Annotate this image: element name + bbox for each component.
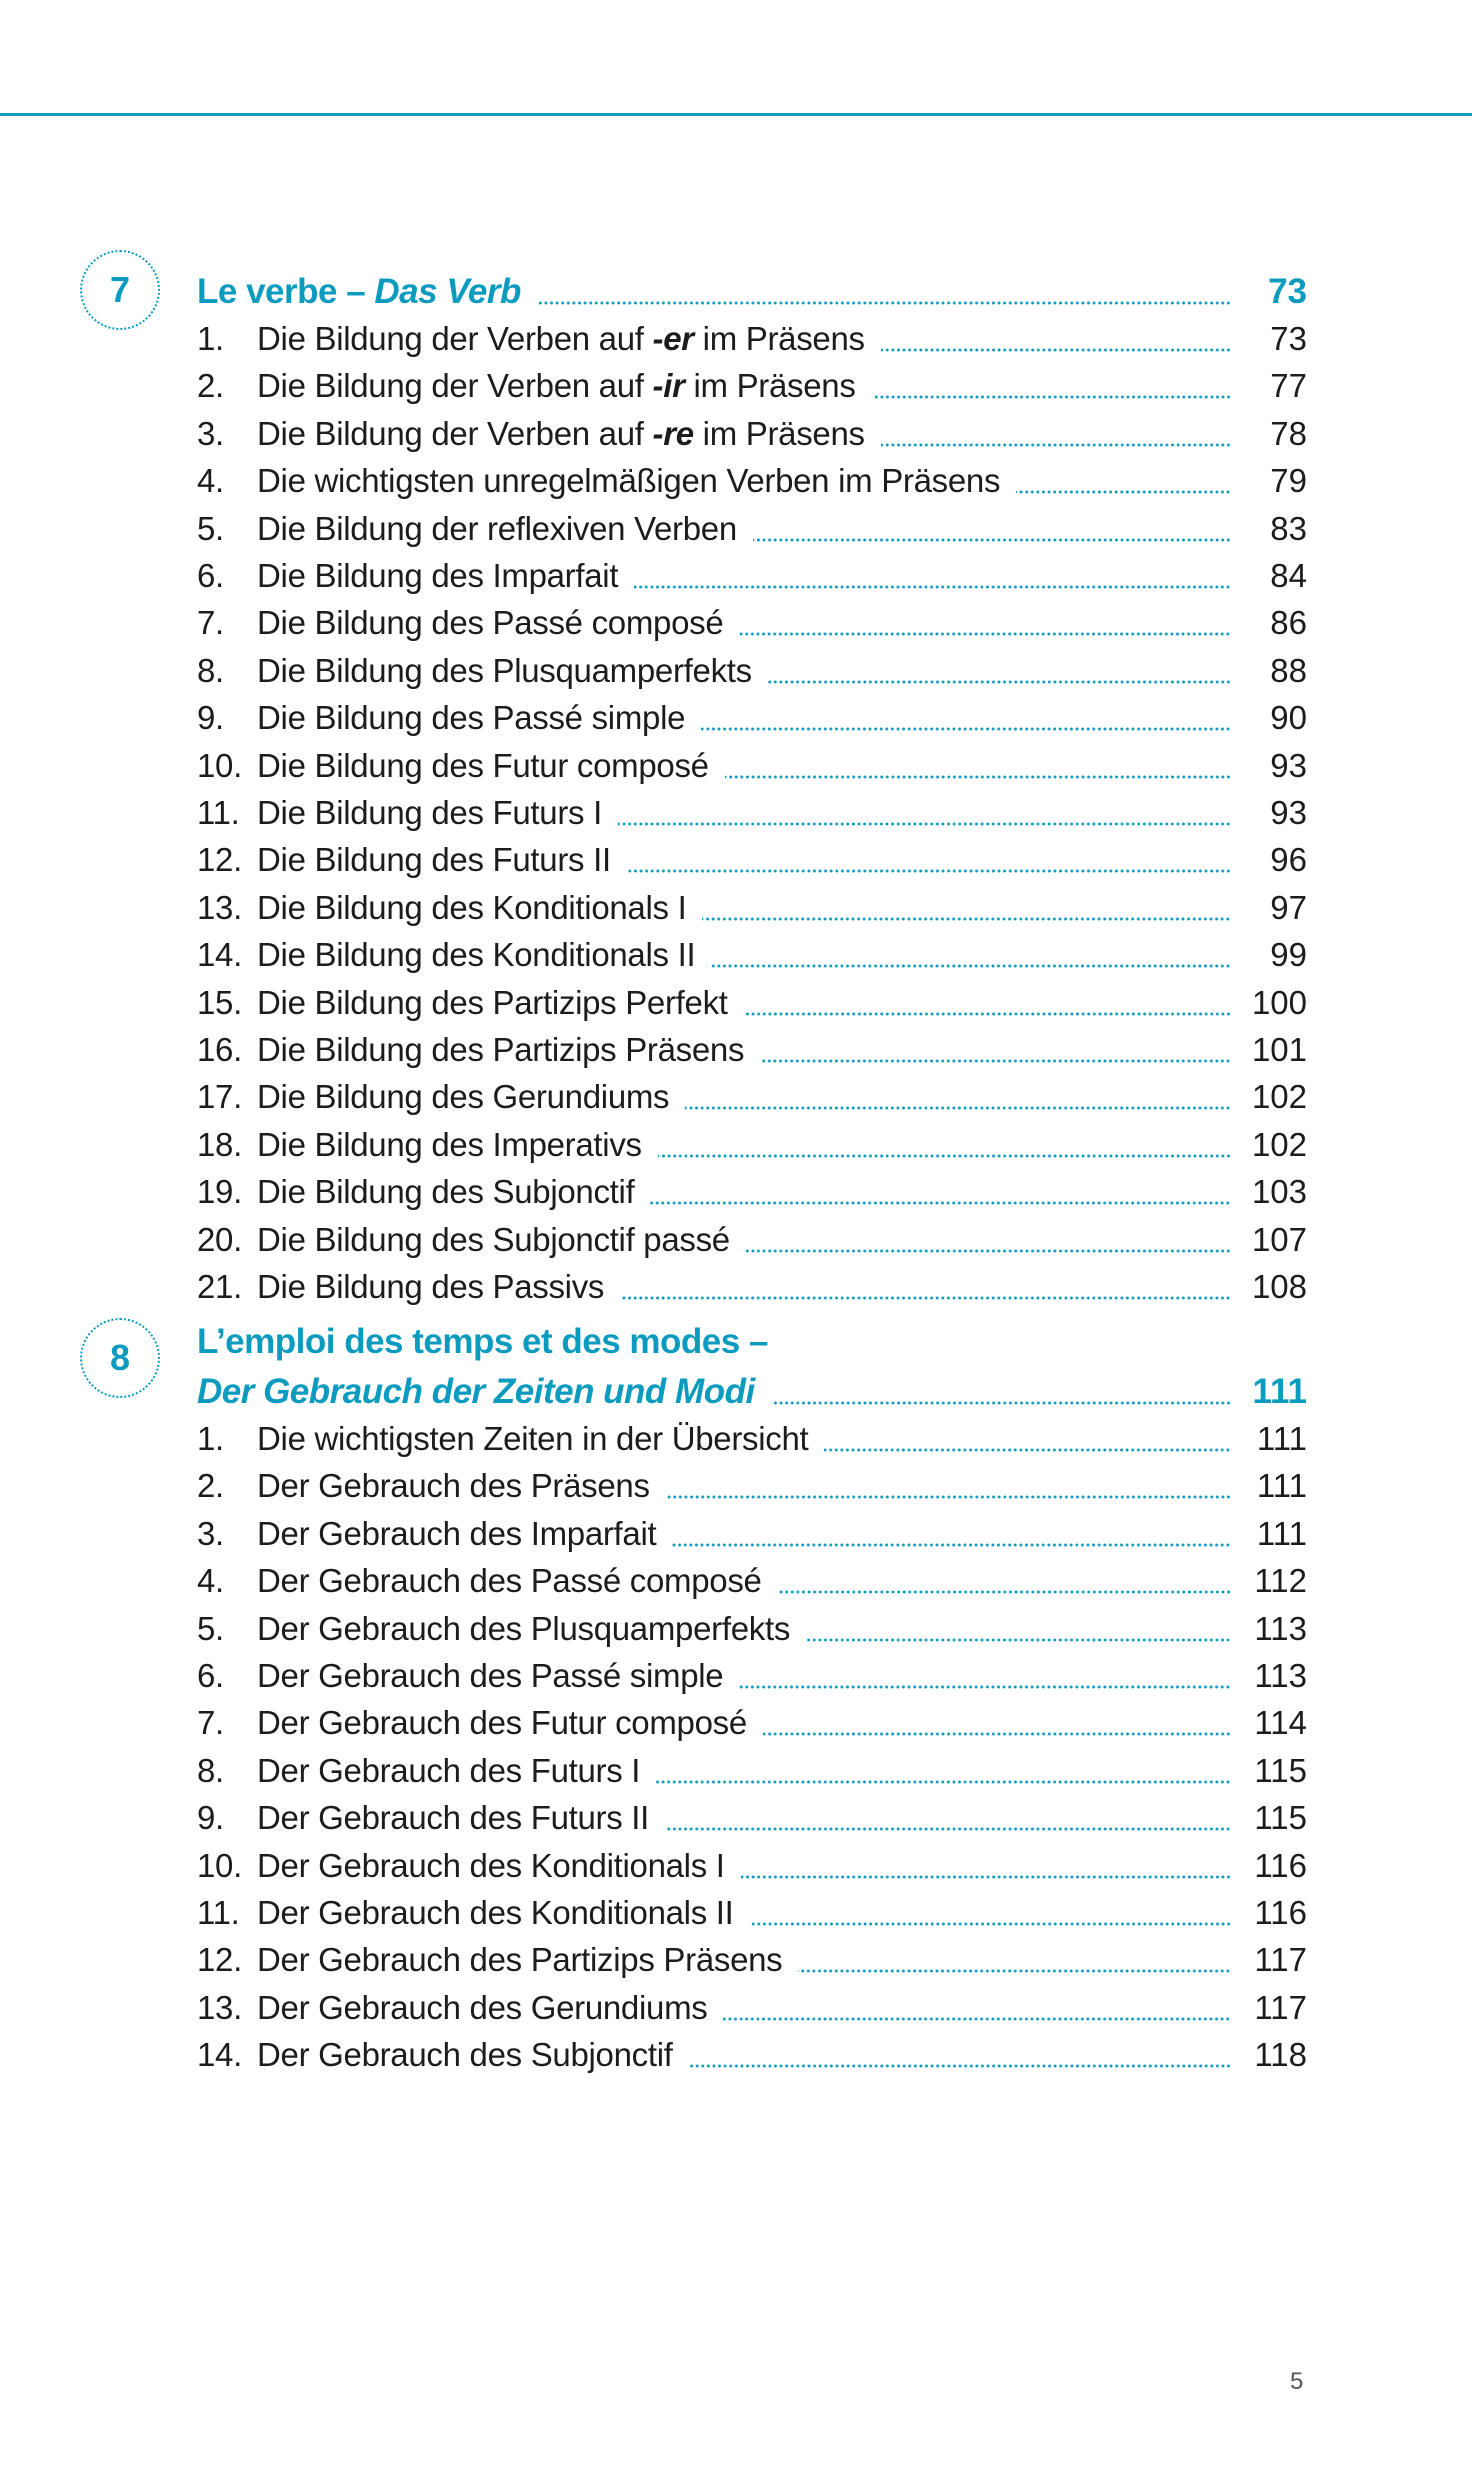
entry-title: [257, 1466, 650, 1506]
entry-number: 12.: [197, 841, 242, 879]
entry-page: 112: [1254, 1562, 1307, 1600]
dotted-leader: [689, 2064, 1231, 2068]
entry-title-text: Der Gebrauch des Futur composé: [257, 1704, 747, 1742]
toc-chapter-heading[interactable]: [197, 1365, 1307, 1412]
entry-title: [257, 983, 728, 1023]
dotted-leader: [881, 443, 1231, 447]
dotted-leader: [739, 1685, 1231, 1689]
toc-entry[interactable]: [197, 2028, 1307, 2075]
entry-number: 6.: [197, 1657, 224, 1694]
dotted-leader: [725, 775, 1231, 779]
dotted-leader: [656, 1780, 1231, 1784]
entry-title: [257, 461, 1000, 501]
entry-page: 102: [1251, 1125, 1307, 1163]
entry-title: [257, 1561, 762, 1601]
entry-title-text: Die Bildung des Subjonctif passé: [257, 1220, 730, 1258]
entry-number: 13.: [197, 888, 242, 926]
entry-title-text: Die Bildung des Futur composé: [257, 746, 709, 784]
toc-entry[interactable]: [197, 1459, 1307, 1506]
dotted-leader: [701, 727, 1231, 731]
entry-title: [257, 1030, 744, 1070]
entry-page: 113: [1254, 1657, 1307, 1694]
entry-number: 4.: [197, 1562, 224, 1600]
entry-page: 88: [1270, 651, 1307, 689]
page-number: 5: [1290, 2368, 1304, 2395]
entry-page: 90: [1270, 699, 1307, 737]
entry-page: 73: [1270, 320, 1307, 357]
dotted-leader: [537, 301, 1231, 305]
entry-title: [257, 1077, 669, 1117]
entry-number: 3.: [197, 414, 224, 452]
dotted-leader: [685, 1106, 1231, 1110]
entry-title-text: Der Gebrauch des Futurs I: [257, 1751, 641, 1789]
toc-entry[interactable]: [197, 928, 1307, 975]
entry-number: 7.: [197, 1704, 224, 1742]
entry-number: 20.: [197, 1220, 242, 1258]
entry-title: [257, 746, 709, 786]
chapter-title-de: Das Verb: [374, 272, 521, 311]
entry-number: 16.: [197, 1031, 242, 1068]
toc-entry[interactable]: [197, 1070, 1307, 1117]
chapter-number-badge: [80, 250, 160, 330]
entry-title-text-end: im Präsens: [693, 320, 865, 357]
dotted-leader: [672, 1543, 1231, 1547]
entry-page: 114: [1254, 1704, 1307, 1742]
entry-page: 115: [1254, 1799, 1307, 1837]
dotted-leader: [872, 395, 1231, 399]
entry-title-text: Der Gebrauch des Passé composé: [257, 1562, 762, 1600]
entry-title-text: Die Bildung des Konditionals II: [257, 936, 696, 974]
dotted-leader: [824, 1448, 1231, 1452]
entry-title-text: Die Bildung des Passivs: [257, 1268, 605, 1305]
entry-title-text: Die Bildung des Subjonctif: [257, 1173, 635, 1211]
entry-page: 86: [1270, 604, 1307, 642]
entry-title-suffix: -re: [652, 414, 694, 452]
entry-title: [257, 1988, 707, 2028]
toc-chapter-heading[interactable]: [197, 265, 1307, 312]
entry-page: 111: [1256, 1420, 1307, 1457]
dotted-leader: [763, 1732, 1231, 1736]
toc-entry[interactable]: [197, 691, 1307, 738]
entry-title-text: Die Bildung des Futurs I: [257, 794, 602, 831]
chapter-number: 7: [109, 269, 131, 310]
entry-number: 4.: [197, 462, 224, 500]
entry-title: [257, 2035, 673, 2075]
entry-title: [257, 840, 611, 880]
entry-title: [257, 319, 865, 359]
toc-entry[interactable]: [197, 1165, 1307, 1212]
entry-title: [257, 1267, 604, 1307]
entry-title-text: Die Bildung der Verben auf: [257, 414, 653, 452]
entry-title-text: Die Bildung der Verben auf: [257, 320, 653, 357]
entry-title: [257, 651, 752, 691]
entry-number: 12.: [197, 1941, 242, 1979]
entry-title-text: Die Bildung des Imparfait: [257, 557, 619, 594]
entry-title: [257, 509, 737, 549]
entry-title-text: Die Bildung des Passé composé: [257, 604, 724, 642]
entry-page: 93: [1270, 746, 1307, 784]
toc-entry[interactable]: [197, 1649, 1307, 1696]
chapter-number-badge: [80, 1318, 160, 1398]
entry-number: 14.: [197, 936, 242, 974]
toc-entry[interactable]: [197, 739, 1307, 786]
entry-number: 10.: [197, 746, 242, 784]
entry-page: 99: [1270, 936, 1307, 974]
toc-entry[interactable]: [197, 976, 1307, 1023]
entry-title-text: Der Gebrauch des Plusquamperfekts: [257, 1609, 791, 1647]
toc-entry[interactable]: [197, 1744, 1307, 1791]
entry-title: [257, 888, 686, 928]
chapter-page: 111: [1252, 1372, 1307, 1411]
entry-page: 96: [1270, 841, 1307, 879]
entry-number: 21.: [197, 1268, 242, 1305]
dotted-leader: [768, 680, 1231, 684]
entry-number: 13.: [197, 1988, 242, 2026]
entry-title-text: Der Gebrauch des Präsens: [257, 1467, 650, 1505]
toc-entry[interactable]: [197, 407, 1307, 454]
toc-entry[interactable]: [197, 454, 1307, 501]
toc-entry[interactable]: [197, 833, 1307, 880]
chapter-title-fr: Le verbe –: [197, 272, 375, 311]
entry-page: 113: [1254, 1609, 1307, 1647]
dotted-leader: [806, 1638, 1231, 1642]
entry-number: 19.: [197, 1173, 242, 1211]
toc-entry[interactable]: [197, 1839, 1307, 1886]
entry-page: 111: [1256, 1467, 1307, 1505]
entry-title-text: Die Bildung der reflexiven Verben: [257, 509, 737, 547]
entry-page: 116: [1254, 1846, 1307, 1884]
entry-title-text: Die wichtigsten unregelmäßigen Verben im Präsens: [257, 462, 1001, 500]
entry-page: 111: [1256, 1514, 1307, 1552]
entry-title: [257, 1609, 790, 1649]
entry-title-suffix: -er: [652, 320, 694, 357]
dotted-leader: [744, 1012, 1231, 1016]
toc-entry[interactable]: [197, 1118, 1307, 1165]
entry-page: 100: [1251, 983, 1307, 1021]
dotted-leader: [618, 822, 1231, 826]
toc-entry[interactable]: [197, 644, 1307, 691]
entry-number: 5.: [197, 1609, 224, 1647]
entry-page: 93: [1270, 794, 1307, 831]
entry-title-text: Der Gebrauch des Konditionals I: [257, 1846, 725, 1884]
entry-title-text: Die Bildung des Passé simple: [257, 699, 686, 737]
entry-page: 84: [1270, 557, 1307, 594]
dotted-leader: [741, 1875, 1231, 1879]
chapter-number: 8: [109, 1337, 131, 1378]
entry-number: 5.: [197, 509, 224, 547]
entry-page: 77: [1270, 367, 1307, 405]
entry-number: 11.: [197, 794, 240, 831]
entry-page: 107: [1251, 1220, 1307, 1258]
dotted-leader: [746, 1249, 1231, 1253]
entry-title-text: Die Bildung des Imperativs: [257, 1125, 642, 1163]
entry-number: 11.: [197, 1894, 240, 1931]
toc-entry[interactable]: [197, 359, 1307, 406]
entry-number: 15.: [197, 983, 242, 1021]
entry-page: 108: [1251, 1268, 1307, 1305]
chapter-title: [197, 272, 521, 312]
toc-entry[interactable]: [197, 1507, 1307, 1554]
entry-number: 1.: [197, 320, 224, 357]
dotted-leader: [1016, 490, 1231, 494]
entry-title: [257, 1703, 747, 1743]
entry-title: [257, 1172, 634, 1212]
entry-title: [257, 1940, 782, 1980]
dotted-leader: [771, 1401, 1231, 1405]
entry-title: [257, 366, 856, 406]
entry-number: 8.: [197, 651, 224, 689]
toc-entry[interactable]: [197, 1696, 1307, 1743]
dotted-leader: [634, 585, 1231, 589]
entry-page: 118: [1254, 2036, 1307, 2074]
entry-page: 101: [1251, 1031, 1307, 1068]
entry-title-text: Der Gebrauch des Subjonctif: [257, 2036, 673, 2074]
entry-title-text: Der Gebrauch des Konditionals II: [257, 1894, 734, 1931]
top-rule: [0, 113, 1472, 116]
toc-entry[interactable]: [197, 1023, 1307, 1070]
entry-title: [257, 1751, 640, 1791]
entry-page: 103: [1251, 1173, 1307, 1211]
chapter-title: [197, 1372, 755, 1412]
dotted-leader: [753, 538, 1231, 542]
entry-title-text-end: im Präsens: [693, 414, 865, 452]
entry-page: 79: [1270, 462, 1307, 500]
toc-entry[interactable]: [197, 1554, 1307, 1601]
entry-number: 2.: [197, 1467, 224, 1505]
entry-number: 7.: [197, 604, 224, 642]
entry-title: [257, 1656, 723, 1696]
dotted-leader: [702, 917, 1231, 921]
dotted-leader: [881, 348, 1231, 352]
entry-number: 6.: [197, 557, 224, 594]
entry-page: 83: [1270, 509, 1307, 547]
entry-title: [257, 1846, 725, 1886]
dotted-leader: [739, 632, 1231, 636]
entry-number: 10.: [197, 1846, 242, 1884]
entry-number: 2.: [197, 367, 224, 405]
entry-title: [257, 603, 723, 643]
entry-number: 18.: [197, 1125, 242, 1163]
entry-page: 116: [1254, 1894, 1307, 1931]
toc-entry[interactable]: [197, 1412, 1307, 1459]
entry-title-text: Die Bildung des Konditionals I: [257, 888, 687, 926]
entry-title: [257, 1893, 734, 1933]
dotted-leader: [627, 869, 1231, 873]
toc-entry[interactable]: [197, 881, 1307, 928]
entry-title: [257, 414, 865, 454]
entry-title: [257, 1798, 649, 1838]
entry-title-text-end: im Präsens: [684, 367, 856, 405]
entry-title-text: Die Bildung des Partizips Perfekt: [257, 983, 728, 1021]
chapter-title-de: Der Gebrauch der Zeiten und Modi: [197, 1372, 755, 1411]
dotted-leader: [711, 964, 1231, 968]
entry-page: 102: [1251, 1078, 1307, 1116]
dotted-leader: [760, 1059, 1231, 1063]
entry-title-text: Der Gebrauch des Gerundiums: [257, 1988, 708, 2026]
entry-title: [257, 1514, 656, 1554]
entry-title: [257, 935, 695, 975]
entry-page: 117: [1254, 1988, 1307, 2026]
entry-page: 78: [1270, 414, 1307, 452]
dotted-leader: [650, 1201, 1231, 1205]
entry-title-text: Die Bildung des Partizips Präsens: [257, 1031, 745, 1068]
entry-title: [257, 698, 685, 738]
entry-number: 3.: [197, 1514, 224, 1552]
toc-entry[interactable]: [197, 312, 1307, 359]
entry-title: [257, 1125, 642, 1165]
dotted-leader: [750, 1922, 1231, 1926]
toc-entry[interactable]: [197, 1981, 1307, 2028]
dotted-leader: [620, 1296, 1231, 1300]
toc-entry[interactable]: [197, 596, 1307, 643]
entry-title-text: Der Gebrauch des Futurs II: [257, 1799, 650, 1837]
entry-title: [257, 1419, 808, 1459]
toc-entry[interactable]: [197, 549, 1307, 596]
toc-entry[interactable]: [197, 1886, 1307, 1933]
dotted-leader: [666, 1495, 1231, 1499]
toc-entry[interactable]: [197, 1791, 1307, 1838]
toc-entry[interactable]: [197, 786, 1307, 833]
entry-title-text: Die Bildung des Gerundiums: [257, 1078, 670, 1116]
dotted-leader: [723, 2017, 1231, 2021]
toc-entry[interactable]: [197, 1933, 1307, 1980]
entry-title-suffix: -ir: [652, 367, 685, 405]
entry-number: 14.: [197, 2036, 242, 2074]
entry-number: 8.: [197, 1751, 224, 1789]
dotted-leader: [658, 1154, 1231, 1158]
dotted-leader: [665, 1827, 1231, 1831]
dotted-leader: [798, 1969, 1231, 1973]
chapter-title-fr[interactable]: L’emploi des temps et des modes –: [197, 1322, 768, 1361]
entry-title-text: Der Gebrauch des Partizips Präsens: [257, 1941, 783, 1979]
entry-title-text: Die wichtigsten Zeiten in der Übersicht: [257, 1420, 809, 1457]
entry-number: 9.: [197, 699, 224, 737]
entry-page: 97: [1270, 888, 1307, 926]
toc-entry[interactable]: [197, 502, 1307, 549]
entry-title-text: Der Gebrauch des Passé simple: [257, 1657, 724, 1694]
entry-number: 17.: [197, 1078, 242, 1116]
entry-page: 115: [1254, 1751, 1307, 1789]
entry-title-text: Die Bildung des Plusquamperfekts: [257, 651, 752, 689]
toc-entry[interactable]: [197, 1602, 1307, 1649]
toc-entry[interactable]: [197, 1213, 1307, 1260]
entry-title-text: Die Bildung des Futurs II: [257, 841, 611, 879]
entry-title: [257, 556, 618, 596]
entry-title-text: Die Bildung der Verben auf: [257, 367, 653, 405]
entry-title: [257, 1220, 730, 1260]
entry-title-text: Der Gebrauch des Imparfait: [257, 1514, 657, 1552]
entry-number: 9.: [197, 1799, 224, 1837]
entry-number: 1.: [197, 1420, 224, 1457]
toc-entry[interactable]: [197, 1260, 1307, 1307]
entry-title: [257, 793, 602, 833]
chapter-page: 73: [1268, 272, 1307, 311]
entry-page: 117: [1254, 1941, 1307, 1979]
dotted-leader: [778, 1590, 1231, 1594]
